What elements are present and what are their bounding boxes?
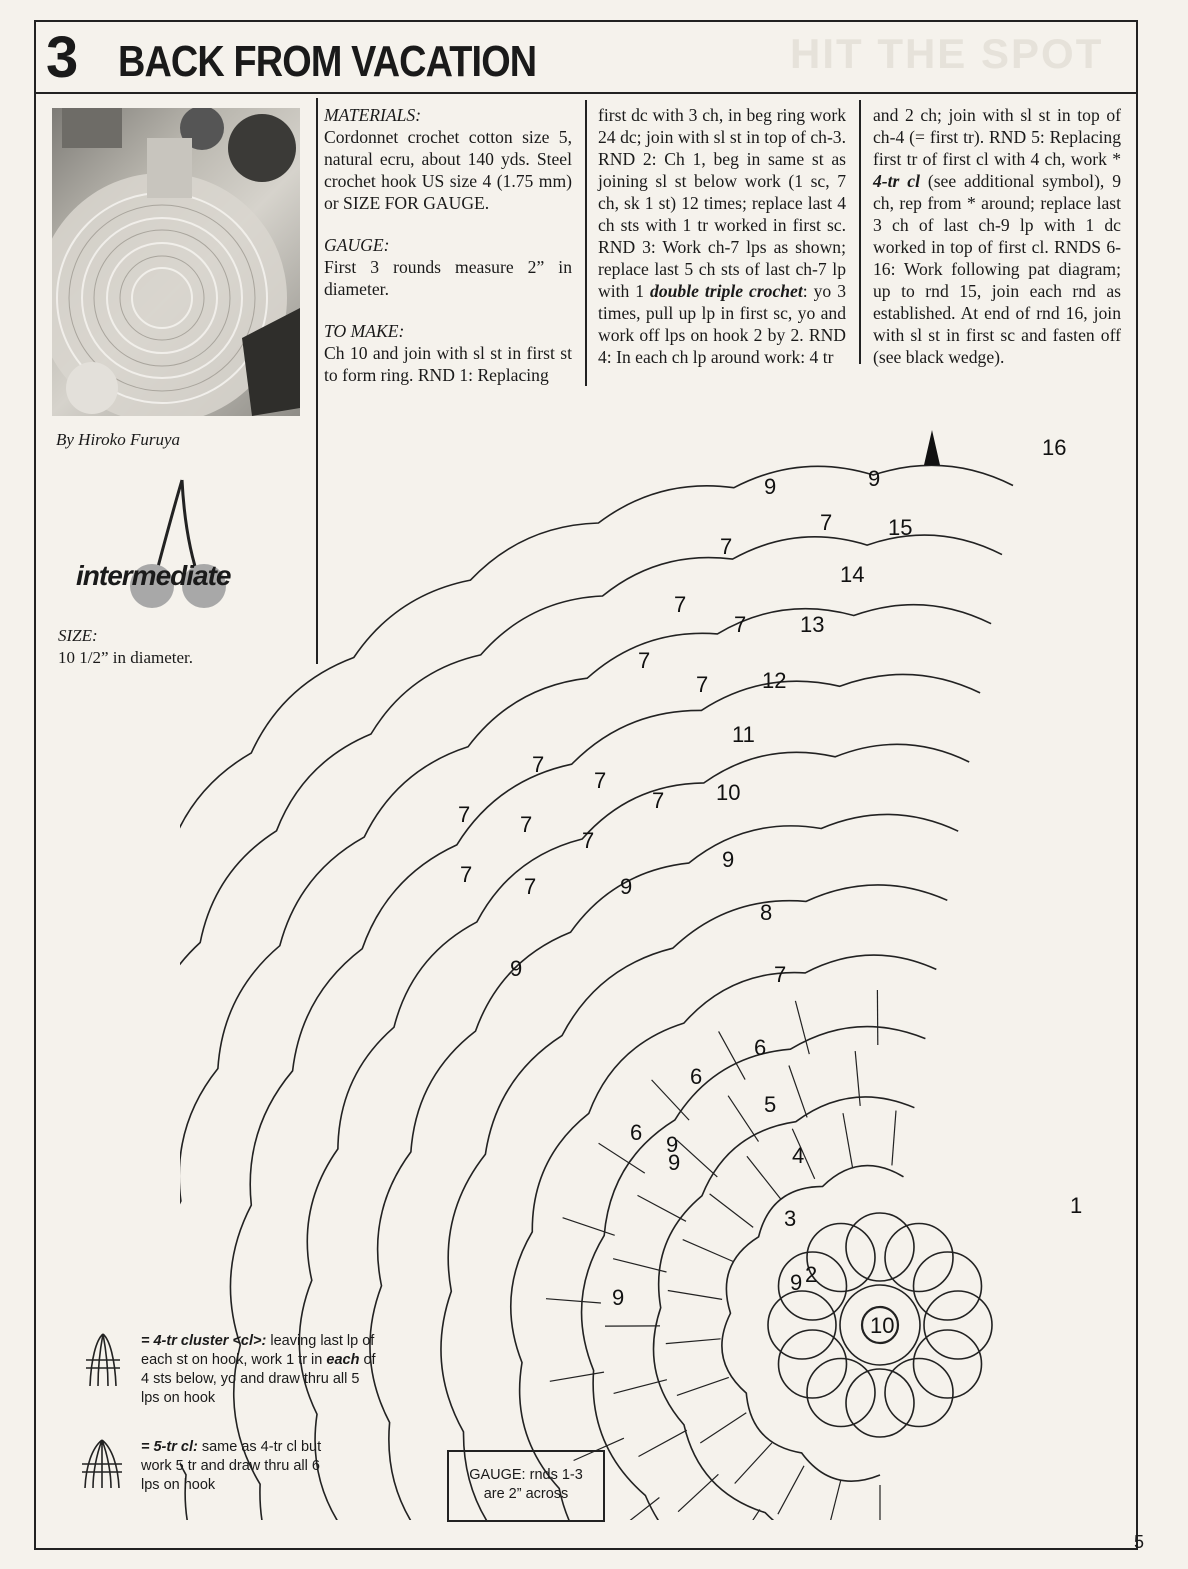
loop-label: 6 <box>630 1120 643 1145</box>
legend-5tr-cluster <box>141 1438 341 1495</box>
loop-label: 7 <box>524 874 537 899</box>
loop-label: 9 <box>620 874 633 899</box>
stitch-spoke <box>666 1339 721 1344</box>
doily-photo-art <box>52 108 300 416</box>
column3-text-a: and 2 ch; join with sl st in top of ch-4 (= first tr). RND 5: Replacing first tr of first cl with 4 ch, work * <box>873 105 1121 169</box>
gauge-heading: GAUGE: <box>324 235 390 255</box>
round-label-6: 6 <box>754 1035 767 1060</box>
stitch-spoke <box>546 1299 601 1303</box>
round-label-1: 1 <box>1070 1193 1083 1218</box>
column2-text-a: first dc with 3 ch, in beg ring work 24 dc; join with sl st in top of ch-3. RND 2: Ch 1, beg in same st as joining sl st below work (1 sc, 7 ch, sk 1 st) 12 times; replace last 4 ch sts with 1 tr worked in first sc. RND 3: Work ch-7 lps as shown; replace last 5 ch sts of last ch-7 lp with 1 <box>598 105 846 301</box>
round-label-14: 14 <box>840 562 865 587</box>
skill-level-label: intermediate <box>76 560 231 591</box>
round-label-5: 5 <box>764 1092 777 1117</box>
loop-label: 7 <box>582 828 595 853</box>
column-rule-2 <box>585 100 587 386</box>
loop-label: 9 <box>668 1150 681 1175</box>
pattern-number: 3 <box>46 25 79 90</box>
loop-label: 7 <box>638 648 651 673</box>
loop-label: 9 <box>666 1132 679 1157</box>
petal-loop <box>846 1369 914 1437</box>
size-value: 10 1/2” in diameter. <box>58 648 194 667</box>
petal-loop <box>924 1291 992 1359</box>
loop-label: 7 <box>520 812 533 837</box>
byline: By Hiroko Furuya <box>56 430 181 449</box>
page-title: BACK FROM VACATION <box>118 37 537 86</box>
column2-emphasis: double triple crochet <box>650 281 803 301</box>
legend-4tr-emphasis: each <box>326 1352 360 1368</box>
loop-label: 7 <box>674 592 687 617</box>
gauge-text: First 3 rounds measure 2” in diameter. <box>324 257 572 299</box>
loop-label: 7 <box>652 788 665 813</box>
instructions-column-1 <box>324 104 572 386</box>
legend-5tr-text: same as 4-tr cl but work 5 tr and draw thru all 6 lps on hook <box>141 1439 322 1493</box>
stitch-spoke <box>728 1096 758 1142</box>
stitch-spoke <box>614 1380 667 1394</box>
gauge-box-line2: are 2” across <box>483 1486 569 1502</box>
petal-loop <box>885 1359 953 1427</box>
round-label-4: 4 <box>792 1143 805 1168</box>
round-label-9: 9 <box>722 847 735 872</box>
stitch-spoke <box>843 1113 853 1167</box>
five-tr-cluster-symbol <box>82 1436 122 1492</box>
stitch-spoke <box>683 1240 734 1262</box>
stitch-spoke <box>700 1413 746 1443</box>
loop-label: 9 <box>510 956 523 981</box>
loop-label: 7 <box>458 802 471 827</box>
round-label-7: 7 <box>774 962 787 987</box>
to-make-heading: TO MAKE: <box>324 321 405 341</box>
loop-label: 7 <box>734 612 747 637</box>
loop-label: 7 <box>594 768 607 793</box>
doily-photo <box>52 108 300 416</box>
stitch-spoke <box>616 1498 659 1521</box>
center-ring-label: 10 <box>870 1313 895 1338</box>
round-label-11: 11 <box>732 722 755 747</box>
petal-loop <box>885 1224 953 1292</box>
round-scallop-3 <box>582 1027 926 1520</box>
loop-label: 7 <box>820 510 833 535</box>
stitch-spoke <box>652 1080 690 1120</box>
legend-4tr-cluster <box>141 1332 381 1408</box>
round-label-2: 2 <box>805 1262 818 1287</box>
header-rule <box>34 92 1138 94</box>
loop-label: 6 <box>690 1064 703 1089</box>
column3-emphasis: 4-tr cl <box>873 171 920 191</box>
petal-loop <box>779 1330 847 1398</box>
materials-text: Cordonnet crochet cotton size 5, natural ecru, about 140 yds. Steel crochet hook US size 4 (1.75 mm) or SIZE FOR GAUGE. <box>324 127 572 213</box>
loop-label: 9 <box>612 1285 625 1310</box>
stitch-spoke <box>719 1031 746 1079</box>
round-label-13: 13 <box>800 612 825 637</box>
stitch-spoke <box>710 1194 754 1228</box>
loop-label: 9 <box>764 474 777 499</box>
legend-5tr-title: = 5-tr cl: <box>141 1439 198 1455</box>
round-label-12: 12 <box>762 668 787 693</box>
loop-label: 7 <box>696 672 709 697</box>
stitch-spoke <box>638 1195 687 1221</box>
stitch-spoke <box>735 1443 772 1484</box>
page-number: 5 <box>1134 1532 1145 1552</box>
loop-label: 9 <box>790 1270 803 1295</box>
loop-label: 9 <box>868 466 881 491</box>
stitch-spoke <box>730 1509 760 1520</box>
stitch-spoke <box>639 1430 687 1456</box>
petal-loop <box>914 1330 982 1398</box>
petal-loop <box>807 1359 875 1427</box>
gauge-box <box>447 1450 605 1522</box>
petal-loop <box>846 1213 914 1281</box>
materials-heading: MATERIALS: <box>324 105 422 125</box>
to-make-text: Ch 10 and join with sl st in first st to form ring. RND 1: Replacing <box>324 343 572 385</box>
stitch-spoke <box>613 1259 666 1272</box>
legend-4tr-title: = 4-tr cluster <cl>: <box>141 1333 267 1349</box>
stitch-spoke <box>677 1377 729 1395</box>
petal-loop <box>914 1252 982 1320</box>
four-tr-cluster-symbol <box>86 1330 120 1390</box>
stitch-spoke <box>678 1474 718 1511</box>
size-label: SIZE: <box>58 626 98 645</box>
instructions-column-3 <box>873 104 1121 368</box>
round-label-3: 3 <box>784 1206 797 1231</box>
stitch-spoke <box>789 1066 807 1118</box>
loop-label: 7 <box>532 752 545 777</box>
stitch-spoke <box>827 1480 841 1520</box>
round-scallop-6 <box>370 814 958 1520</box>
stitch-spoke <box>550 1372 604 1381</box>
stitch-spoke <box>778 1466 804 1514</box>
stitch-spoke <box>795 1001 809 1054</box>
legend-4tr-text: leaving last lp of each st on hook, work 1 tr in <box>141 1333 375 1368</box>
column3-text <box>873 104 1121 368</box>
loop-label: 7 <box>460 862 473 887</box>
ghost-header-text: HIT THE SPOT <box>790 30 1104 77</box>
petal-loop <box>768 1291 836 1359</box>
stitch-spoke <box>892 1111 896 1166</box>
stitch-spoke <box>599 1143 645 1173</box>
legend-4tr-text2: of 4 sts below, yo and draw thru all 5 lps on hook <box>141 1352 376 1406</box>
round-label-8: 8 <box>760 900 773 925</box>
stitch-spoke <box>747 1156 781 1199</box>
column2-text <box>598 104 846 368</box>
round-label-16: 16 <box>1042 435 1067 460</box>
fasten-off-wedge <box>924 430 940 465</box>
round-label-10: 10 <box>716 780 741 805</box>
stitch-spoke <box>668 1291 722 1300</box>
stitch-spoke <box>677 1140 718 1177</box>
column2-text-b: : yo 3 times, pull up lp in first sc, yo and work off lps on hook 2 by 2. RND 4: In each ch lp around work: 4 tr <box>598 281 846 367</box>
instructions-column-2 <box>598 104 846 368</box>
loop-label: 7 <box>720 534 733 559</box>
column-rule-3 <box>859 100 861 364</box>
gauge-box-line1: GAUGE: rnds 1-3 <box>469 1467 583 1483</box>
column3-text-b: (see additional symbol), 9 ch, rep from * around; replace last 3 ch of last ch-9 lp with 1 dc worked in top of first cl. RNDS 6-16: Work following pat diagram; up to rnd 15, join each rnd as established. At end of rnd 16, join with sl st in first sc and fasten off (see black wedge). <box>873 171 1121 367</box>
round-label-15: 15 <box>888 515 913 540</box>
